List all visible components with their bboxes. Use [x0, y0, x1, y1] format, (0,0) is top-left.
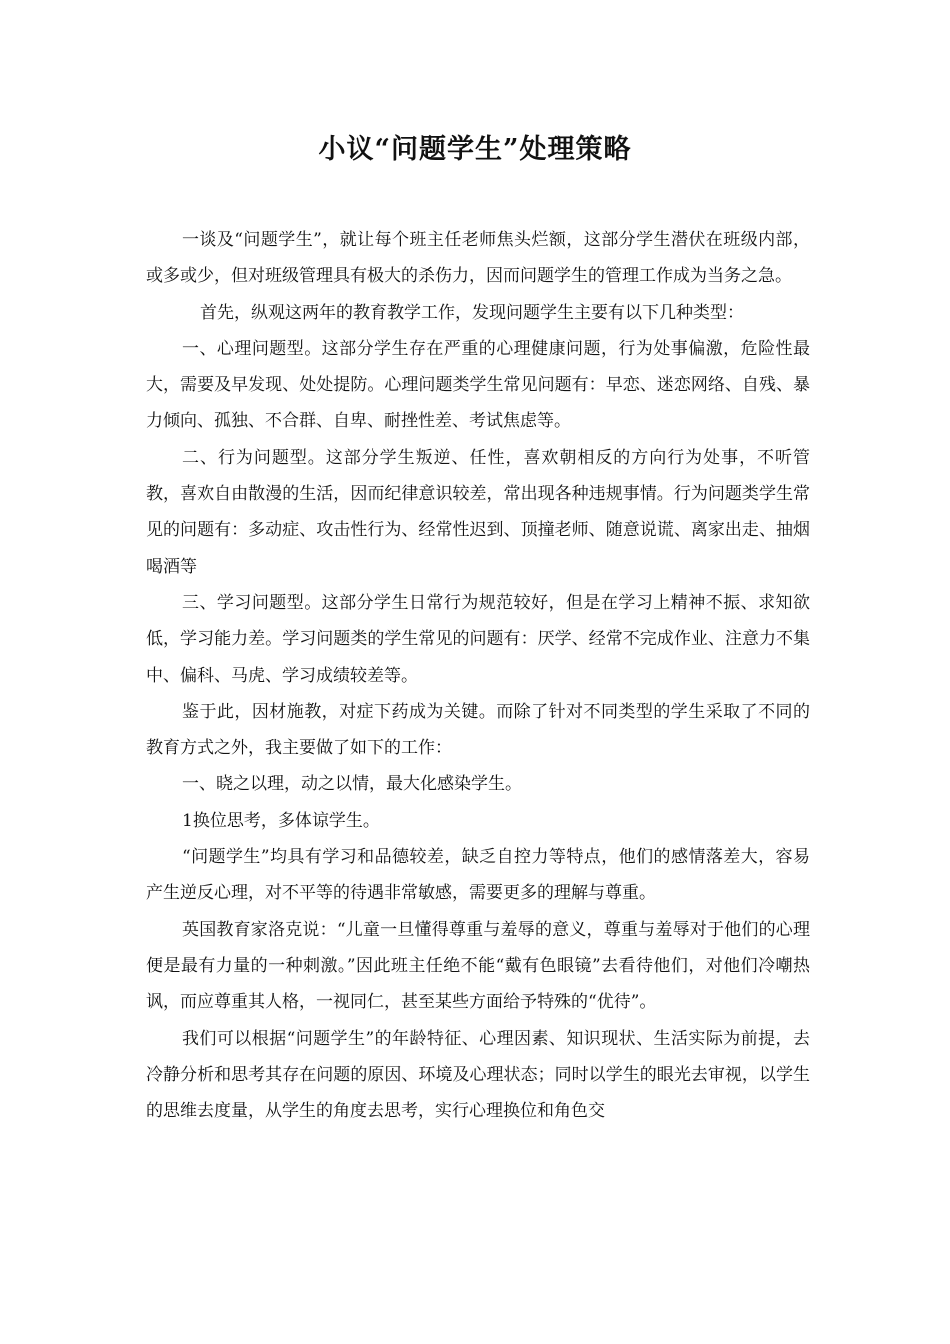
paragraph-approach: 鉴于此，因材施教，对症下药成为关键。而除了针对不同类型的学生采取了不同的教育方式之外，我主要做了如下的工作：	[146, 701, 810, 759]
paragraph-learning-type: 三、学习问题型。这部分学生日常行为规范较好，但是在学习上精神不振、求知欲低，学习能力差。学习问题类的学生常见的问题有：厌学、经常不完成作业、注意力不集中、偏科、马虎、学习成绩较差等。	[146, 592, 810, 686]
paragraph-locke-quote: 英国教育家洛克说：“儿童一旦懂得尊重与羞辱的意义，尊重与羞辱对于他们的心理便是最有力量的一种刺激。”因此班主任绝不能“戴有色眼镜”去看待他们，对他们冷嘲热讽，而应尊重其人格，一视同仁，甚至某些方面给予特殊的“优待”。	[146, 919, 810, 1013]
paragraph-subsection-one: 1换位思考，多体谅学生。	[182, 810, 380, 831]
paragraph-empathy: 我们可以根据“问题学生”的年龄特征、心理因素、知识现状、生活实际为前提，去冷静分析和思考其存在问题的原因、环境及心理状态；同时以学生的眼光去审视，以学生的思维去度量，从学生的角度去思考，实行心理换位和角色交	[146, 1028, 810, 1122]
document-body	[146, 222, 810, 1129]
paragraph-student-traits: “问题学生”均具有学习和品德较差，缺乏自控力等特点，他们的感情落差大，容易产生逆反心理，对不平等的待遇非常敏感，需要更多的理解与尊重。	[146, 847, 810, 904]
paragraph-behavioral-type: 二、行为问题型。这部分学生叛逆、任性，喜欢朝相反的方向行为处事，不听管教，喜欢自由散漫的生活，因而纪律意识较差，常出现各种违规事情。行为问题类学生常见的问题有：多动症、攻击性行为、经常性迟到、顶撞老师、随意说谎、离家出走、抽烟喝酒等	[146, 447, 810, 577]
paragraph-types-intro: 首先，纵观这两年的教育教学工作，发现问题学生主要有以下几种类型：	[200, 302, 744, 323]
paragraph-intro: 一谈及“问题学生”，就让每个班主任老师焦头烂额，这部分学生潜伏在班级内部，或多或少，但对班级管理具有极大的杀伤力，因而问题学生的管理工作成为当务之急。	[146, 230, 810, 287]
document-title: 小议“问题学生”处理策略	[318, 134, 632, 165]
paragraph-section-one: 一、晓之以理，动之以情，最大化感染学生。	[182, 774, 522, 795]
paragraph-psychological-type: 一、心理问题型。这部分学生存在严重的心理健康问题，行为处事偏激，危险性最大，需要及早发现、处处提防。心理问题类学生常见问题有：早恋、迷恋网络、自残、暴力倾向、孤独、不合群、自卑、耐挫性差、考试焦虑等。	[146, 338, 810, 432]
